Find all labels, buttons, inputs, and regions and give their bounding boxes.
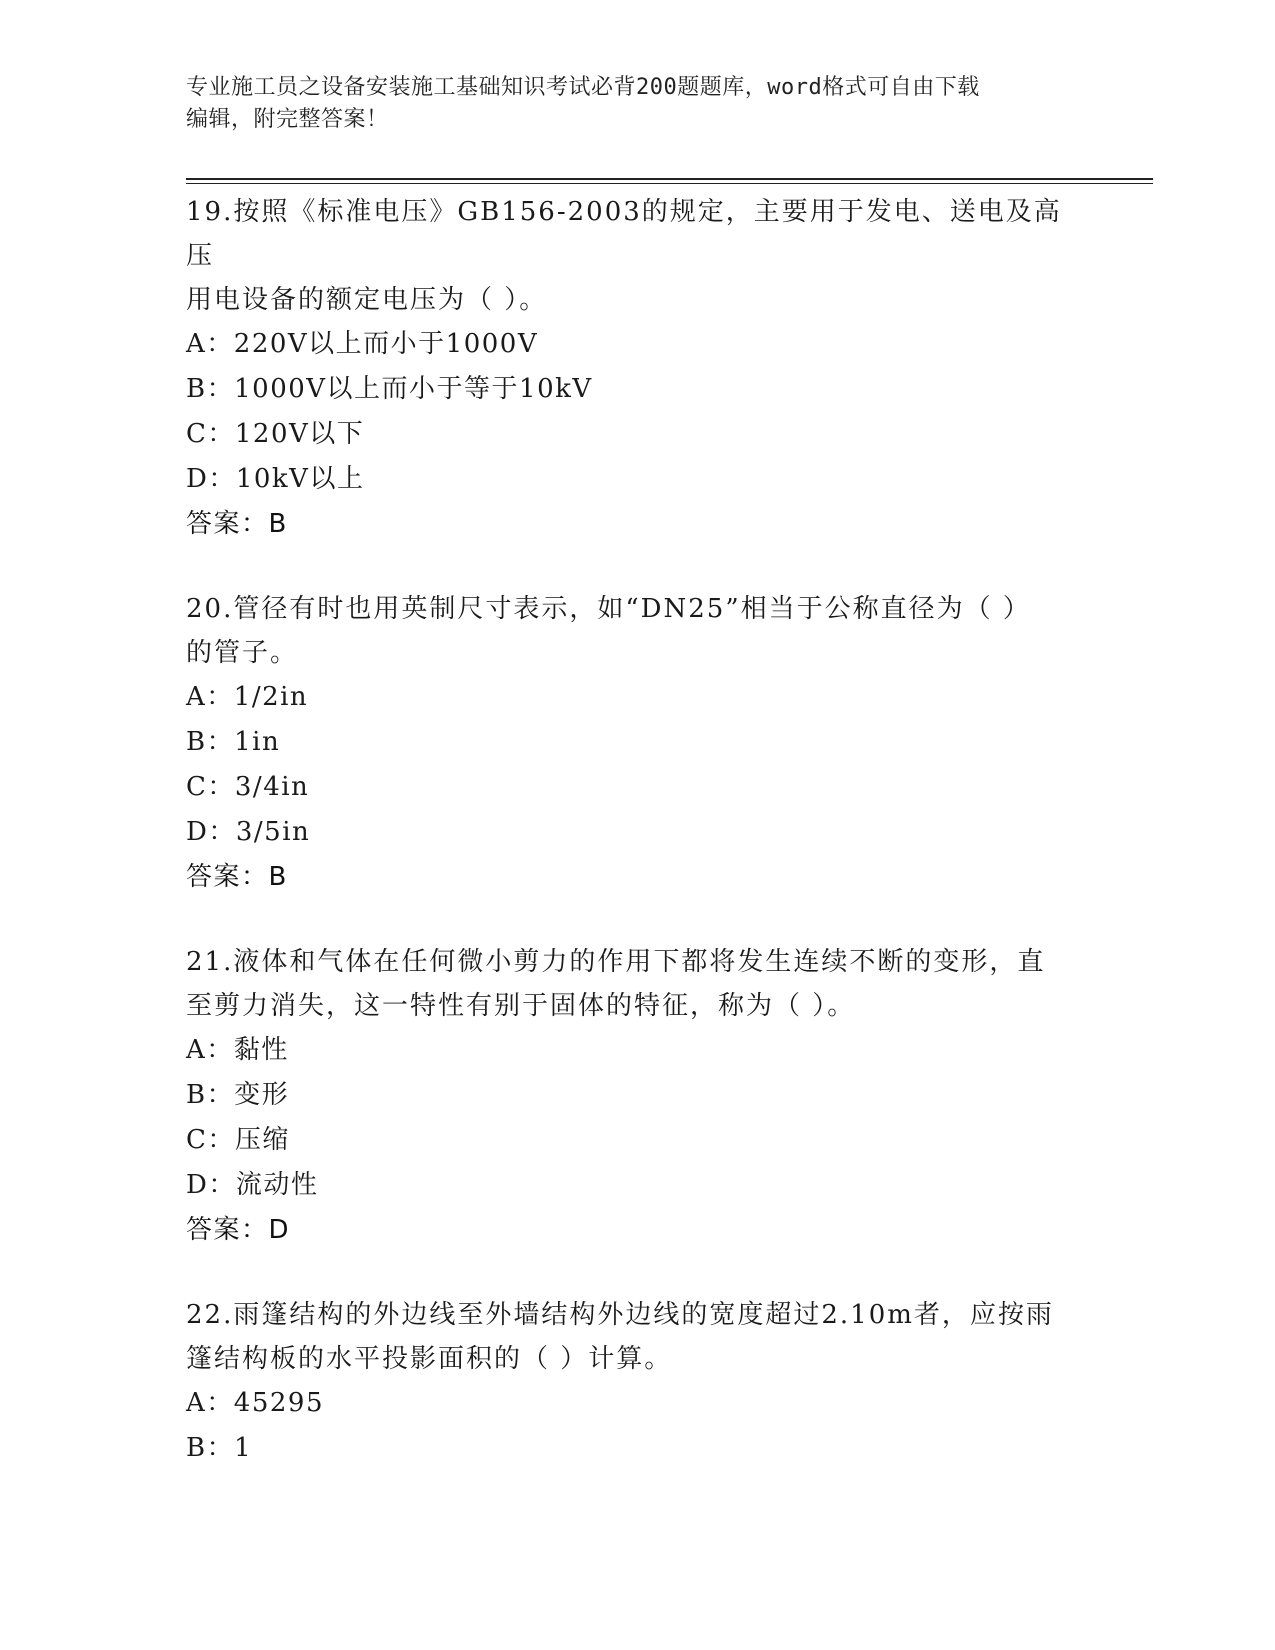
header-line-1: 专业施工员之设备安装施工基础知识考试必背200题题库，word格式可自由下载 — [186, 75, 980, 100]
option-a: A：220V以上而小于1000V — [186, 329, 539, 359]
option-c: C：120V以下 — [186, 419, 365, 449]
option-b: B：1 — [186, 1433, 253, 1463]
option-b: B：变形 — [186, 1080, 290, 1110]
option-d: D：10kV以上 — [186, 464, 365, 494]
answer-label: 答案：D — [186, 1215, 291, 1245]
question-list — [186, 190, 1086, 1511]
question-text-line: 20.管径有时也用英制尺寸表示，如“DN25”相当于公称直径为（ ） — [186, 594, 1031, 624]
question-text-line: 的管子。 — [186, 638, 299, 668]
question-text-line: 篷结构板的水平投影面积的（ ）计算。 — [186, 1344, 673, 1374]
question-text-line: 21.液体和气体在任何微小剪力的作用下都将发生连续不断的变形，直 — [186, 947, 1046, 977]
document-header — [186, 72, 1066, 136]
question-text-line: 用电设备的额定电压为（ ）。 — [186, 285, 548, 315]
question-text-line: 22.雨篷结构的外边线至外墙结构外边线的宽度超过2.10m者，应按雨 — [186, 1300, 1054, 1330]
option-a: A：黏性 — [186, 1035, 289, 1065]
option-c: C：压缩 — [186, 1125, 290, 1155]
answer-label: 答案：B — [186, 862, 288, 892]
header-divider-thick — [186, 178, 1153, 180]
header-divider-thin — [186, 183, 1153, 184]
question-19 — [186, 190, 1086, 547]
question-text-line: 至剪力消失，这一特性有别于固体的特征，称为（ ）。 — [186, 991, 856, 1021]
question-20 — [186, 587, 1086, 900]
option-b: B：1000V以上而小于等于10kV — [186, 374, 593, 404]
option-d: D：3/5in — [186, 817, 311, 847]
option-b: B：1in — [186, 727, 281, 757]
question-21 — [186, 940, 1086, 1253]
option-c: C：3/4in — [186, 772, 310, 802]
question-text-line: 19.按照《标准电压》GB156-2003的规定，主要用于发电、送电及高压 — [186, 197, 1062, 271]
question-22 — [186, 1293, 1086, 1471]
option-d: D：流动性 — [186, 1170, 319, 1200]
answer-label: 答案：B — [186, 509, 288, 539]
option-a: A：1/2in — [186, 682, 309, 712]
header-line-2: 编辑，附完整答案！ — [186, 107, 389, 132]
option-a: A：45295 — [186, 1388, 324, 1418]
